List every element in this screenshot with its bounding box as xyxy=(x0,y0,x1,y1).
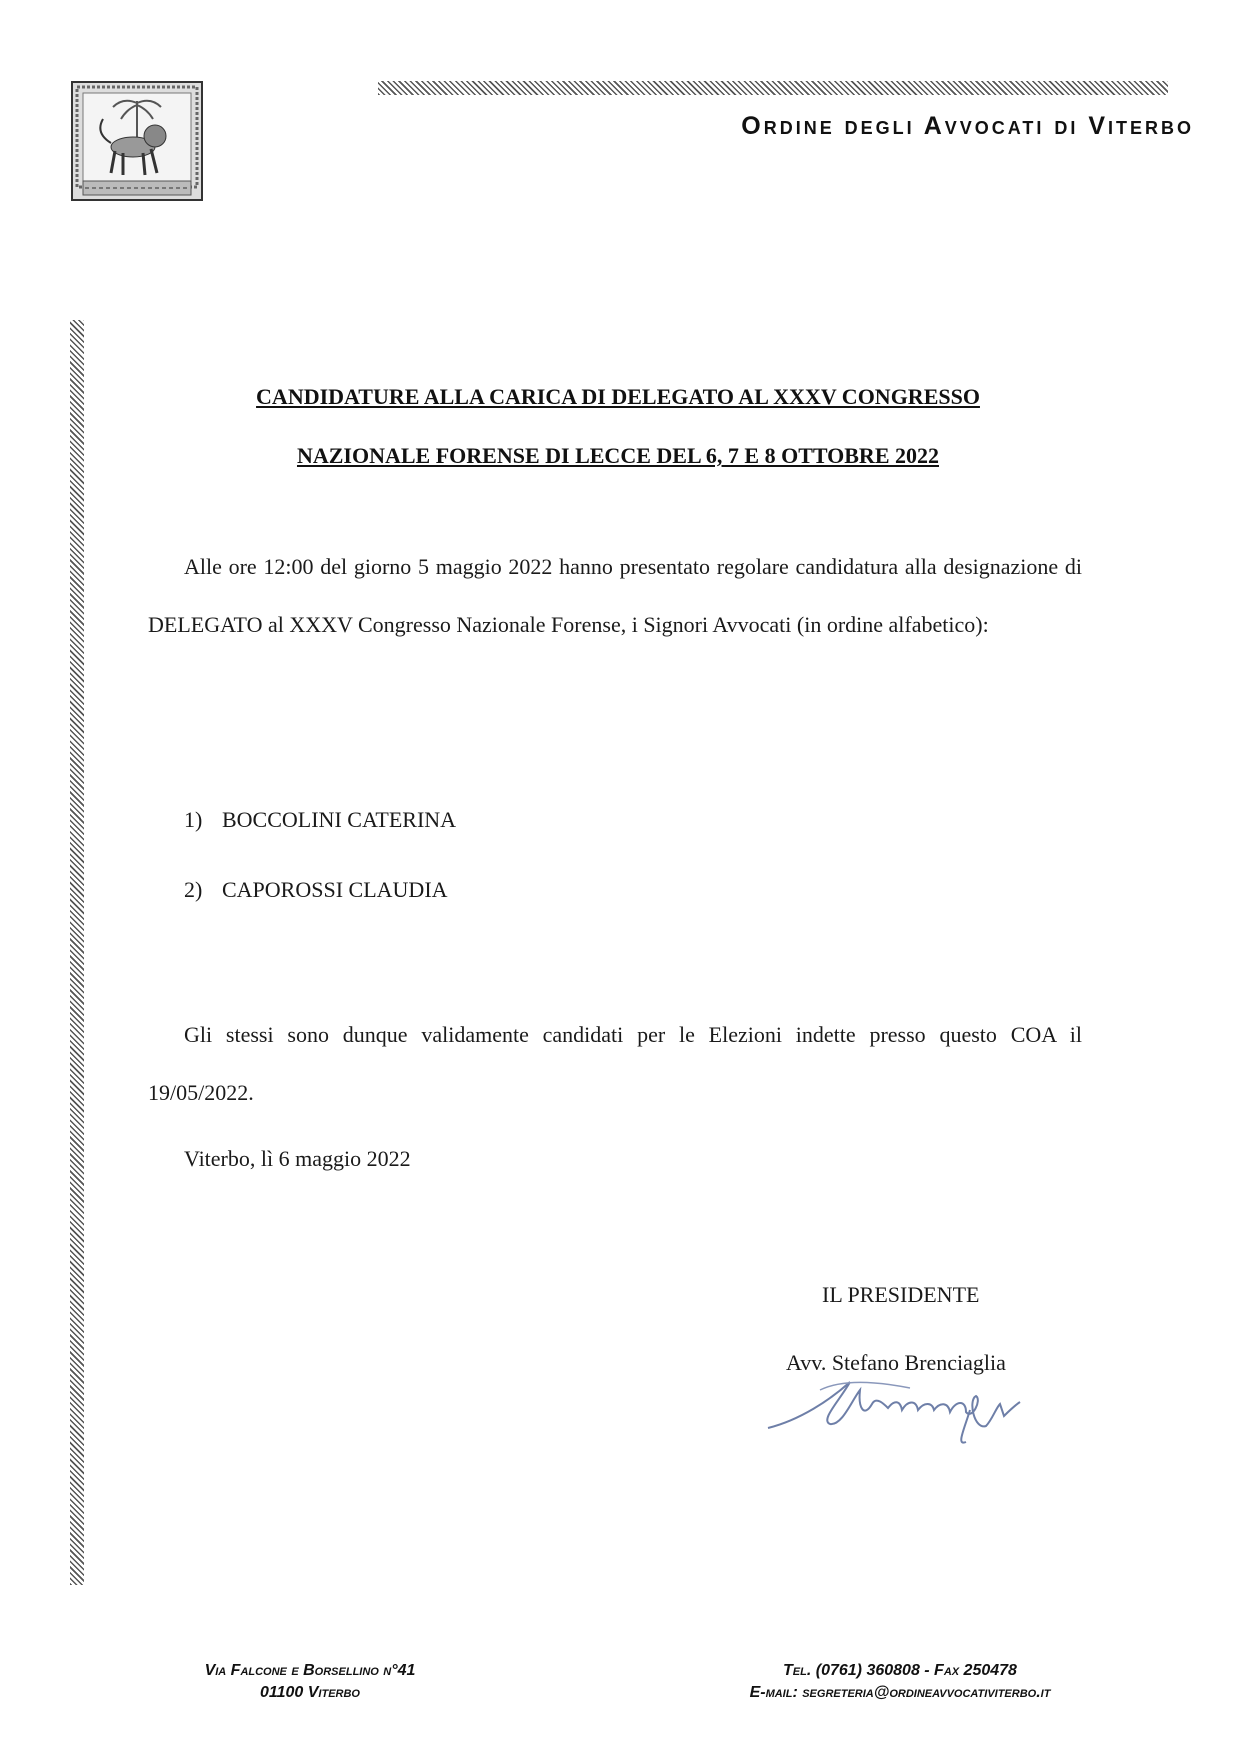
candidate-name: BOCCOLINI CATERINA xyxy=(222,807,457,832)
signer-name: Avv. Stefano Brenciaglia xyxy=(786,1350,1006,1375)
candidate-name: CAPOROSSI CLAUDIA xyxy=(222,877,448,902)
document-title-line1: CANDIDATURE ALLA CARICA DI DELEGATO AL XXXV CONGRESSO xyxy=(256,384,980,409)
side-hatch-border xyxy=(70,320,84,1585)
document-title-line2: NAZIONALE FORENSE DI LECCE DEL 6, 7 E 8 OTTOBRE 2022 xyxy=(296,443,939,468)
list-item-number: 1) xyxy=(184,807,203,832)
signer-role: IL PRESIDENTE xyxy=(822,1282,980,1307)
lion-emblem-icon xyxy=(71,81,203,201)
footer-address-line1: Via Falcone e Borsellino n°41 xyxy=(204,1662,416,1679)
intro-paragraph: Alle ore 12:00 del giorno 5 maggio 2022 hanno presentato regolare candidatura alla designazione di DELEGATO al XXXV Congresso Nazionale Forense, i Signori Avvocati (in ordine alfabetico): xyxy=(148,554,1082,637)
footer-contacts xyxy=(690,1660,1110,1704)
footer-email: E-mail: segreteria@ordineavvocativiterbo.it xyxy=(749,1684,1051,1701)
list-item xyxy=(184,877,448,903)
footer-address xyxy=(160,1660,460,1704)
organization-name: Ordine degli Avvocati di Viterbo xyxy=(741,112,1194,140)
footer-phone-fax: Tel. (0761) 360808 - Fax 250478 xyxy=(783,1662,1017,1679)
conclusion-paragraph: Gli stessi sono dunque validamente candidati per le Elezioni indette presso questo COA il 19/05/2022. xyxy=(148,1022,1082,1105)
list-item xyxy=(184,807,456,833)
header-hatch-divider xyxy=(378,81,1168,95)
place-date: Viterbo, lì 6 maggio 2022 xyxy=(184,1146,411,1171)
footer-address-line2: 01100 Viterbo xyxy=(260,1684,360,1701)
list-item-number: 2) xyxy=(184,877,203,902)
